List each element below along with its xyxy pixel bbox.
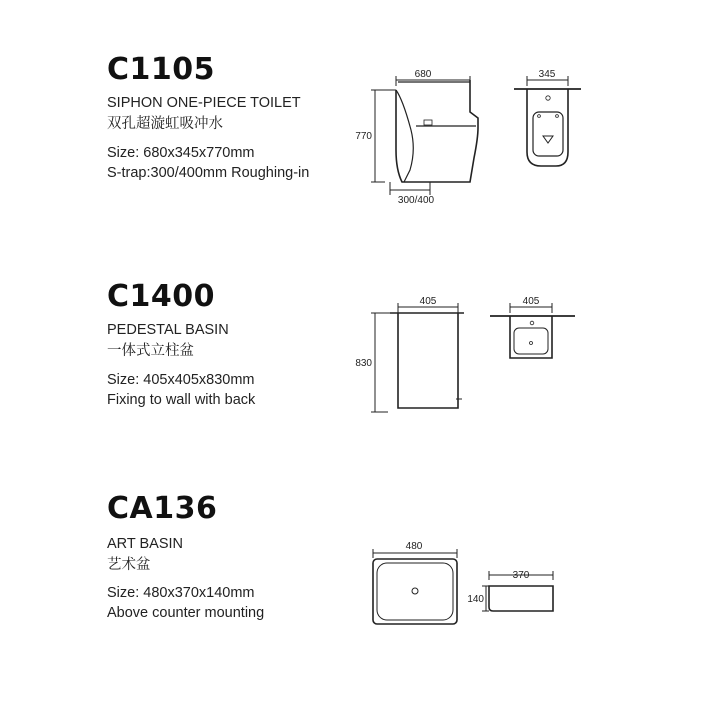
dim-side-height: 140 (467, 594, 484, 605)
product-name-cn: 艺术盆 (107, 557, 151, 573)
product-name-cn: 一体式立柱盆 (107, 343, 194, 359)
dim-top-width: 345 (538, 69, 556, 80)
product-name-cn: 双孔超漩虹吸冲水 (107, 116, 223, 132)
dim-roughing: 300/400 (397, 195, 435, 206)
product-note: Fixing to wall with back (107, 392, 256, 408)
product-name: SIPHON ONE-PIECE TOILET (107, 95, 301, 111)
product-note: Above counter mounting (107, 605, 265, 621)
product-code: C1105 (107, 52, 216, 87)
product-size: Size: 680x345x770mm (107, 145, 255, 161)
dim-side-height: 830 (355, 358, 372, 369)
product-size: Size: 480x370x140mm (107, 585, 255, 601)
dim-top-width: 480 (405, 541, 423, 552)
dim-side-width: 680 (414, 69, 432, 80)
product-size: Size: 405x405x830mm (107, 372, 255, 388)
product-code: CA136 (107, 491, 218, 526)
product-note: S-trap:300/400mm Roughing-in (107, 165, 310, 181)
product-code: C1400 (107, 279, 216, 314)
dim-side-height: 770 (355, 131, 372, 142)
dim-top-width: 405 (522, 296, 540, 307)
product-name: ART BASIN (107, 536, 184, 552)
dim-side-width: 370 (512, 570, 530, 581)
product-name: PEDESTAL BASIN (107, 322, 229, 338)
dim-side-width: 405 (419, 296, 437, 307)
